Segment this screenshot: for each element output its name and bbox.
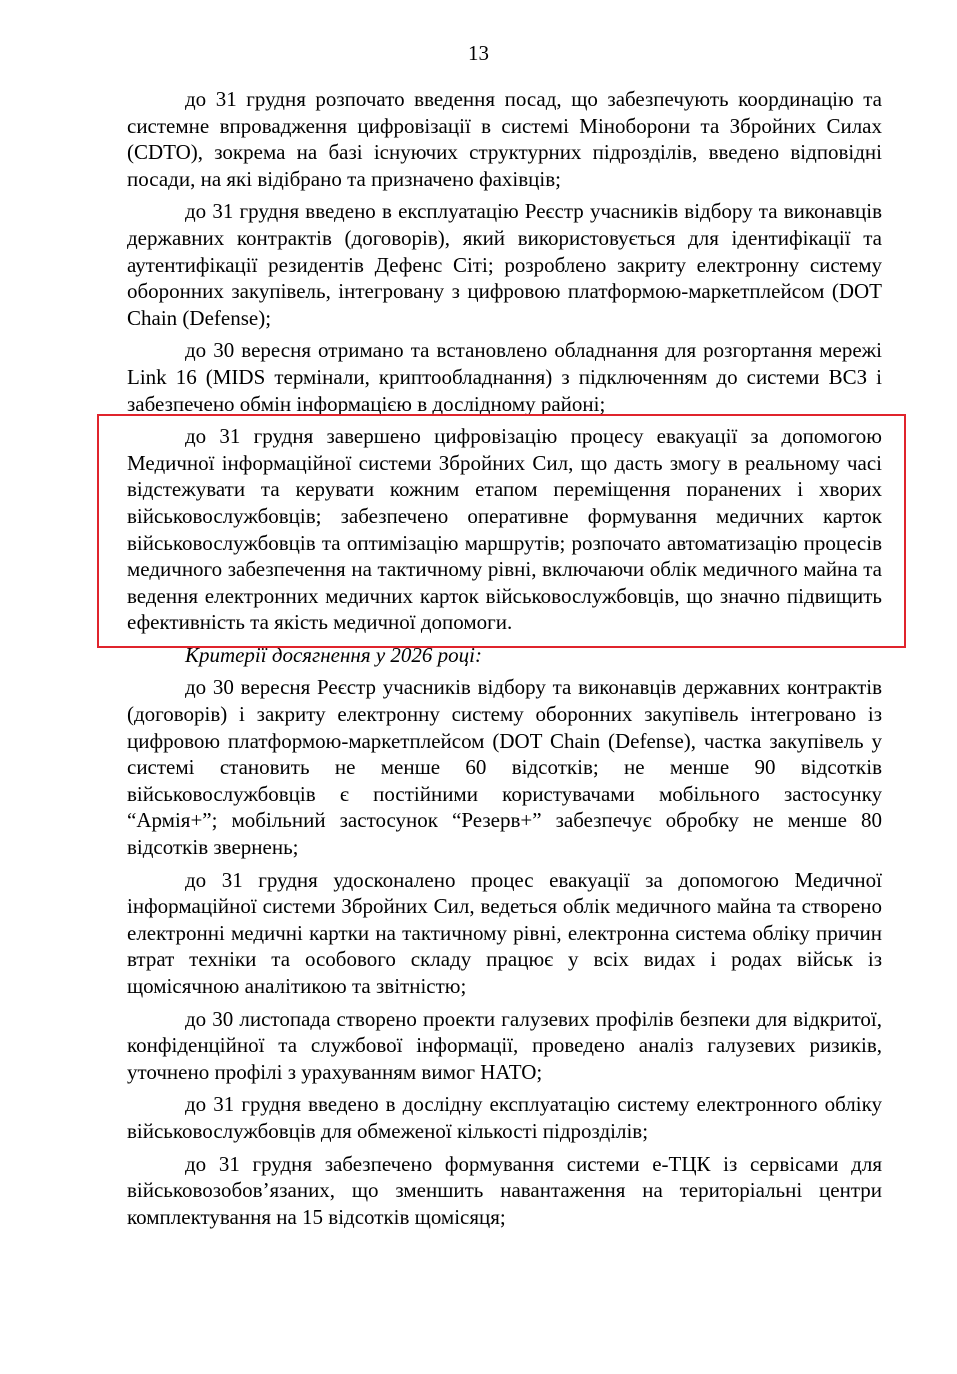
paragraph-registry-integration: до 30 вересня Реєстр учасників відбору та виконавців державних контрактів (договорів) і закриту електронну систему оборонних закупівель інтегровано із цифровою платформою-маркетплейсом (DOT Chain (Defense), частка закупівель у системі становить не менше 60 відсотків; не менше 90 відсотків військовослужбовців є постійними користувачами мобільного застосунку “Армія+”; мобільний застосунок “Резерв+” забезпечує обробку не менше 80 відсотків звернень; [127,675,882,860]
page-number: 13 [468,41,489,65]
paragraph-e-tck: до 31 грудня забезпечено формування системи е-ТЦК із сервісами для військовозобов’язаних, що зменшить навантаження на територіальні центри комплектування на 15 відсотків щомісяця; [127,1151,882,1229]
paragraph-evacuation-improved: до 31 грудня удосконалено процес евакуації за допомогою Медичної інформаційної системи Збройних Сил, ведеться облік медичного майна та створено електронні медичні картки на тактичному рівні, електронна система обліку причин втрат техніки та особового складу працює у всіх видах і родах військ із щомісячною аналітикою та звітністю; [127,867,882,998]
paragraph-cdto: до 31 грудня розпочато введення посад, що забезпечують координацію та системне впровадження цифровізації в системі Міноборони та Збройних Силах (CDTO), зокрема на базі існуючих структурних підрозділів, введено відповідні посади, на які відібрано та призначено фахівців; [127,87,882,191]
section-heading: Критерії досягнення у 2026 році: [185,642,482,667]
paragraph-link16: до 30 вересня отримано та встановлено обладнання для розгортання мережі Link 16 (MIDS термінали, криптообладнання) з підключенням до системи ВСЗ і забезпечено обмін інформацією в дослідному районі; [127,338,882,416]
paragraph-registry: до 31 грудня введено в експлуатацію Реєстр учасників відбору та виконавців державних контрактів (договорів), який використовується для ідентифікації та аутентифікації резидентів Дефенс Сіті; розроблено закриту електронну систему оборонних закупівель, інтегровану з цифровою платформою-маркетплейсом (DOT Chain (Defense); [127,199,882,330]
paragraph-medical-evacuation: до 31 грудня завершено цифровізацію процесу евакуації за допомогою Медичної інформаційної системи Збройних Сил, що дасть змогу в реальному часі відстежувати та керувати кожним етапом переміщення поранених і хворих військовослужбовців; забезпечено оперативне формування медичних карток військовослужбовців та оптимізацію маршрутів; розпочато автоматизацію процесів медичного забезпечення на тактичному рівні, включаючи облік медичного майна та ведення електронних медичних карток військовослужбовців, що значно підвищить ефективність та якість медичної допомоги. [127,424,882,635]
highlighted-block [127,423,882,636]
paragraph-personnel-accounting: до 31 грудня введено в дослідну експлуатацію систему електронного обліку військовослужбовців для обмеженої кількості підрозділів; [127,1092,882,1143]
document-body [127,86,882,1236]
paragraph-security-profiles: до 30 листопада створено проекти галузевих профілів безпеки для відкритої, конфіденційної та службової інформації, проведено аналіз галузевих ризиків, уточнено профілі з урахуванням вимог НАТО; [127,1006,882,1084]
